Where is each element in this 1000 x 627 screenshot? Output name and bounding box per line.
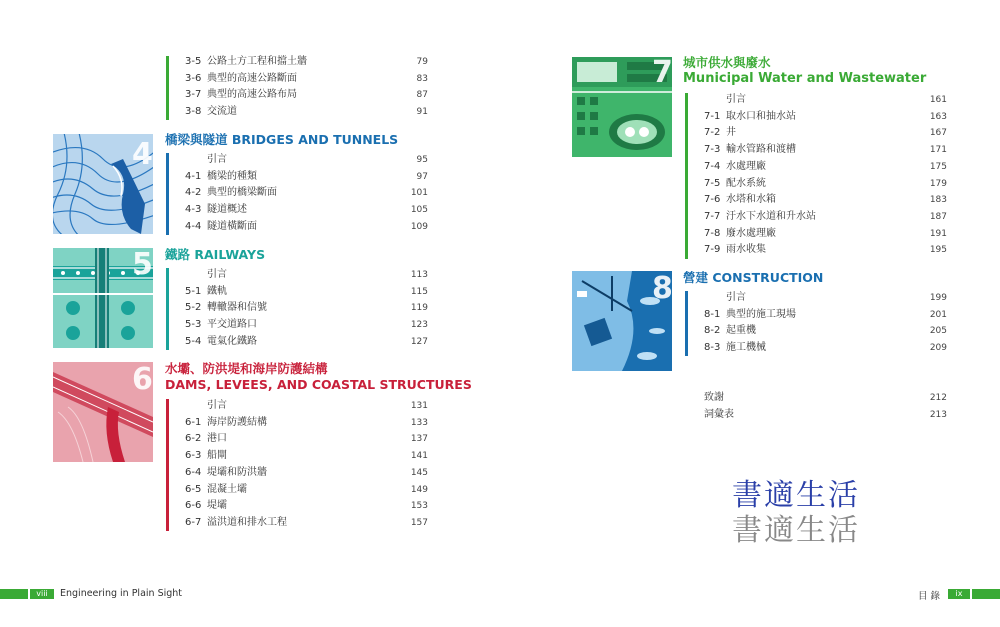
toc-entry-title: 海岸防護結構 — [207, 416, 267, 428]
toc-entry-page-number: 209 — [929, 343, 947, 354]
toc-entry-code: 6-7 — [185, 516, 202, 528]
toc-entry-code: 6-2 — [185, 433, 202, 445]
toc-entry-code: 3-5 — [185, 56, 202, 67]
toc-entry[interactable] — [185, 417, 267, 429]
toc-entry[interactable] — [185, 187, 277, 199]
toc-entry-code: 7-5 — [704, 177, 721, 189]
chapter-7-title-en: Municipal Water and Wastewater — [683, 71, 927, 86]
toc-entry-title: 引言 — [207, 269, 227, 280]
toc-entry-page-number: 201 — [929, 309, 947, 320]
footer-right-rule — [972, 589, 1000, 599]
toc-entry[interactable] — [185, 336, 257, 348]
toc-entry-page-number: 163 — [929, 111, 947, 122]
toc-entry-title: 水處理廠 — [726, 160, 766, 172]
chapter-6-bar — [166, 399, 169, 531]
footer-toc-label: 目 錄 — [918, 591, 941, 602]
toc-entry-page-number: 79 — [416, 57, 428, 67]
toc-entry-page-number: 187 — [929, 211, 947, 222]
chapter-6-title-en: DAMS, LEVEES, AND COASTAL STRUCTURES — [165, 377, 472, 392]
toc-entry[interactable] — [704, 211, 816, 223]
toc-entry[interactable] — [185, 221, 257, 233]
toc-entry[interactable] — [704, 244, 766, 256]
toc-entry-title: 平交道路口 — [207, 319, 257, 331]
chapter-4-title[interactable] — [165, 132, 398, 148]
toc-entry-code: 5-1 — [185, 285, 202, 297]
toc-entry-code: 7-8 — [704, 227, 721, 239]
toc-entry-code: 5-4 — [185, 335, 202, 347]
toc-entry-title: 公路土方工程和擋土牆 — [207, 56, 307, 67]
toc-entry-page-number: 123 — [410, 320, 428, 331]
toc-entry[interactable] — [185, 450, 227, 462]
toc-entry-title: 致謝 — [704, 392, 724, 403]
toc-entry-page-number: 131 — [410, 401, 428, 411]
toc-entry-code: 6-5 — [185, 483, 202, 495]
chapter-4-number: 4 — [132, 137, 153, 172]
toc-entry[interactable] — [704, 94, 746, 106]
toc-entry-title: 港口 — [207, 433, 227, 445]
toc-entry-page-number: 109 — [410, 221, 428, 232]
toc-entry-title: 引言 — [726, 292, 746, 303]
toc-entry-code: 7-3 — [704, 144, 721, 156]
toc-entry-code: 6-3 — [185, 450, 202, 462]
chapter-7-title-zh: 城市供水與廢水 — [683, 55, 771, 70]
toc-entry-title: 隧道概述 — [207, 204, 247, 216]
toc-entry[interactable] — [704, 325, 756, 337]
toc-entry[interactable] — [704, 292, 746, 304]
toc-entry-code: 8-1 — [704, 308, 721, 320]
toc-entry-page-number: 213 — [929, 409, 947, 420]
toc-entry-page-number: 199 — [929, 293, 947, 303]
toc-entry-code: 3-8 — [185, 106, 202, 118]
toc-entry[interactable] — [185, 286, 227, 298]
footer-right-page-badge: ix — [948, 589, 970, 599]
toc-entry-page-number: 95 — [416, 155, 428, 165]
toc-entry-code: 4-3 — [185, 204, 202, 216]
chapter-8-title-en: CONSTRUCTION — [712, 270, 824, 285]
toc-entry-title: 汙水下水道和升水站 — [726, 210, 816, 222]
toc-entry-page-number: 153 — [410, 501, 428, 512]
toc-entry-title: 船閘 — [207, 450, 227, 462]
toc-entry-title: 典型的橋梁斷面 — [207, 187, 277, 199]
toc-entry-title: 輸水管路和渡槽 — [726, 144, 796, 156]
toc-entry-code: 7-2 — [704, 127, 721, 139]
chapter-5-number: 5 — [132, 247, 153, 282]
toc-entry[interactable] — [185, 89, 297, 101]
toc-entry-title: 典型的施工現場 — [726, 308, 796, 320]
toc-entry[interactable] — [704, 392, 724, 404]
toc-entry-title: 溢洪道和排水工程 — [207, 516, 287, 528]
chapter-4-title-en: BRIDGES AND TUNNELS — [231, 132, 399, 147]
toc-entry[interactable] — [704, 178, 766, 190]
toc-entry-page-number: 183 — [929, 195, 947, 206]
toc-entry-page-number: 113 — [410, 270, 428, 280]
toc-entry[interactable] — [704, 309, 796, 321]
toc-entry-page-number: 133 — [410, 417, 428, 428]
toc-entry-page-number: 83 — [416, 73, 428, 84]
toc-entry-title: 引言 — [207, 154, 227, 165]
toc-entry[interactable] — [704, 127, 736, 139]
toc-entry-code: 7-6 — [704, 194, 721, 206]
chapter-7-title[interactable] — [683, 55, 926, 87]
toc-entry-title: 施工機械 — [726, 342, 766, 354]
toc-entry[interactable] — [704, 111, 796, 123]
toc-entry-code: 4-1 — [185, 170, 202, 182]
toc-entry-title: 交流道 — [207, 106, 237, 118]
toc-entry-page-number: 205 — [929, 326, 947, 337]
footer-left-rule — [0, 589, 28, 599]
toc-entry[interactable] — [185, 73, 297, 85]
toc-entry[interactable] — [185, 302, 267, 314]
toc-entry-page-number: 161 — [929, 95, 947, 105]
toc-entry-title: 橋梁的種類 — [207, 170, 257, 182]
toc-entry-code: 8-2 — [704, 325, 721, 337]
toc-entry[interactable] — [185, 517, 287, 529]
toc-entry[interactable] — [704, 161, 766, 173]
toc-entry[interactable] — [185, 106, 237, 118]
toc-entry-page-number: 87 — [416, 90, 428, 101]
toc-entry-page-number: 167 — [929, 128, 947, 139]
toc-entry-page-number: 149 — [410, 484, 428, 495]
toc-entry-title: 引言 — [207, 400, 227, 411]
toc-entry-page-number: 101 — [410, 188, 428, 199]
toc-entry-code: 7-1 — [704, 110, 721, 122]
toc-entry-title: 配水系統 — [726, 177, 766, 189]
chapter-3-bar — [166, 56, 169, 120]
toc-entry-page-number: 137 — [410, 434, 428, 445]
toc-entry-page-number: 91 — [416, 107, 428, 118]
toc-entry[interactable] — [185, 433, 227, 445]
toc-entry-code: 3-6 — [185, 72, 202, 84]
chapter-8-bar — [685, 291, 688, 356]
toc-entry-code: 6-1 — [185, 416, 202, 428]
footer-left-page-badge: viii — [30, 589, 54, 599]
toc-entry-code: 5-2 — [185, 302, 202, 314]
toc-entry[interactable] — [185, 269, 227, 281]
toc-entry-title: 轉轍器和信號 — [207, 302, 267, 314]
chapter-6-number: 6 — [132, 362, 153, 397]
toc-entry-title: 水塔和水箱 — [726, 194, 776, 206]
toc-entry[interactable] — [185, 171, 257, 183]
toc-entry[interactable] — [704, 342, 766, 354]
toc-entry-code: 7-4 — [704, 160, 721, 172]
chapter-8-title-zh: 營建 — [683, 270, 709, 285]
toc-entry-page-number: 212 — [929, 393, 947, 403]
toc-entry-page-number: 119 — [410, 303, 428, 314]
toc-entry-title: 電氣化鐵路 — [207, 335, 257, 347]
toc-entry[interactable] — [704, 194, 776, 206]
toc-entry-title: 井 — [726, 127, 736, 139]
toc-entry-page-number: 175 — [929, 161, 947, 172]
toc-entry-code: 8-3 — [704, 342, 721, 354]
toc-entry-code: 7-7 — [704, 210, 721, 222]
chapter-6-title[interactable] — [165, 361, 472, 393]
toc-entry-title: 引言 — [726, 94, 746, 105]
chapter-5-title-zh: 鐵路 — [165, 247, 191, 262]
chapter-5-bar — [166, 268, 169, 350]
toc-entry-page-number: 191 — [929, 228, 947, 239]
chapter-4-bar — [166, 153, 169, 235]
toc-entry-title: 詞彙表 — [704, 408, 734, 420]
watermark-line-2: 書適生活 — [732, 513, 860, 548]
toc-entry-title: 廢水處理廠 — [726, 227, 776, 239]
toc-entry[interactable] — [185, 400, 227, 412]
toc-entry-code: 5-3 — [185, 319, 202, 331]
toc-entry[interactable] — [704, 228, 776, 240]
toc-entry-page-number: 127 — [410, 336, 428, 347]
chapter-7-bar — [685, 93, 688, 259]
chapter-6-title-zh: 水壩、防洪堤和海岸防護結構 — [165, 361, 328, 376]
toc-entry-title: 堤壩 — [207, 500, 227, 512]
toc-entry-page-number: 195 — [929, 245, 947, 256]
toc-entry-title: 鐵軌 — [207, 285, 227, 297]
toc-entry-page-number: 157 — [410, 517, 428, 528]
toc-entry-code: 4-4 — [185, 220, 202, 232]
toc-entry-title: 典型的高速公路布局 — [207, 89, 297, 101]
toc-entry-title: 隧道橫斷面 — [207, 220, 257, 232]
toc-entry-page-number: 115 — [410, 286, 428, 297]
toc-entry-title: 堤壩和防洪牆 — [207, 466, 267, 478]
toc-entry[interactable] — [185, 319, 257, 331]
toc-entry-title: 雨水收集 — [726, 244, 766, 256]
toc-entry-page-number: 171 — [929, 145, 947, 156]
toc-entry[interactable] — [185, 154, 227, 166]
toc-entry-title: 混凝土壩 — [207, 483, 247, 495]
chapter-4-title-zh: 橋梁與隧道 — [165, 132, 228, 147]
toc-entry[interactable] — [185, 204, 247, 216]
toc-entry-title: 取水口和抽水站 — [726, 110, 796, 122]
footer-book-title: Engineering in Plain Sight — [60, 588, 183, 599]
toc-entry-title: 典型的高速公路斷面 — [207, 72, 297, 84]
toc-entry[interactable] — [704, 144, 796, 156]
toc-entry-code: 7-9 — [704, 244, 721, 256]
toc-entry[interactable] — [185, 484, 247, 496]
chapter-7-number: 7 — [652, 55, 673, 90]
toc-entry-page-number: 105 — [410, 205, 428, 216]
toc-entry[interactable] — [185, 467, 267, 479]
chapter-5-title[interactable] — [165, 247, 265, 263]
chapter-5-title-en: RAILWAYS — [194, 247, 266, 262]
watermark-line-1: 書適生活 — [732, 478, 860, 513]
toc-entry-title: 起重機 — [726, 325, 756, 337]
toc-entry-code: 3-7 — [185, 89, 202, 101]
toc-entry-code: 6-4 — [185, 466, 202, 478]
toc-entry-page-number: 141 — [410, 451, 428, 462]
toc-entry-code: 4-2 — [185, 187, 202, 199]
toc-entry[interactable] — [185, 56, 307, 68]
chapter-8-title[interactable] — [683, 270, 823, 286]
toc-entry-code: 6-6 — [185, 500, 202, 512]
toc-entry-page-number: 179 — [929, 178, 947, 189]
toc-entry-page-number: 145 — [410, 467, 428, 478]
toc-entry[interactable] — [704, 409, 734, 421]
toc-entry-page-number: 97 — [416, 171, 428, 182]
chapter-8-number: 8 — [652, 271, 673, 306]
toc-entry[interactable] — [185, 500, 227, 512]
